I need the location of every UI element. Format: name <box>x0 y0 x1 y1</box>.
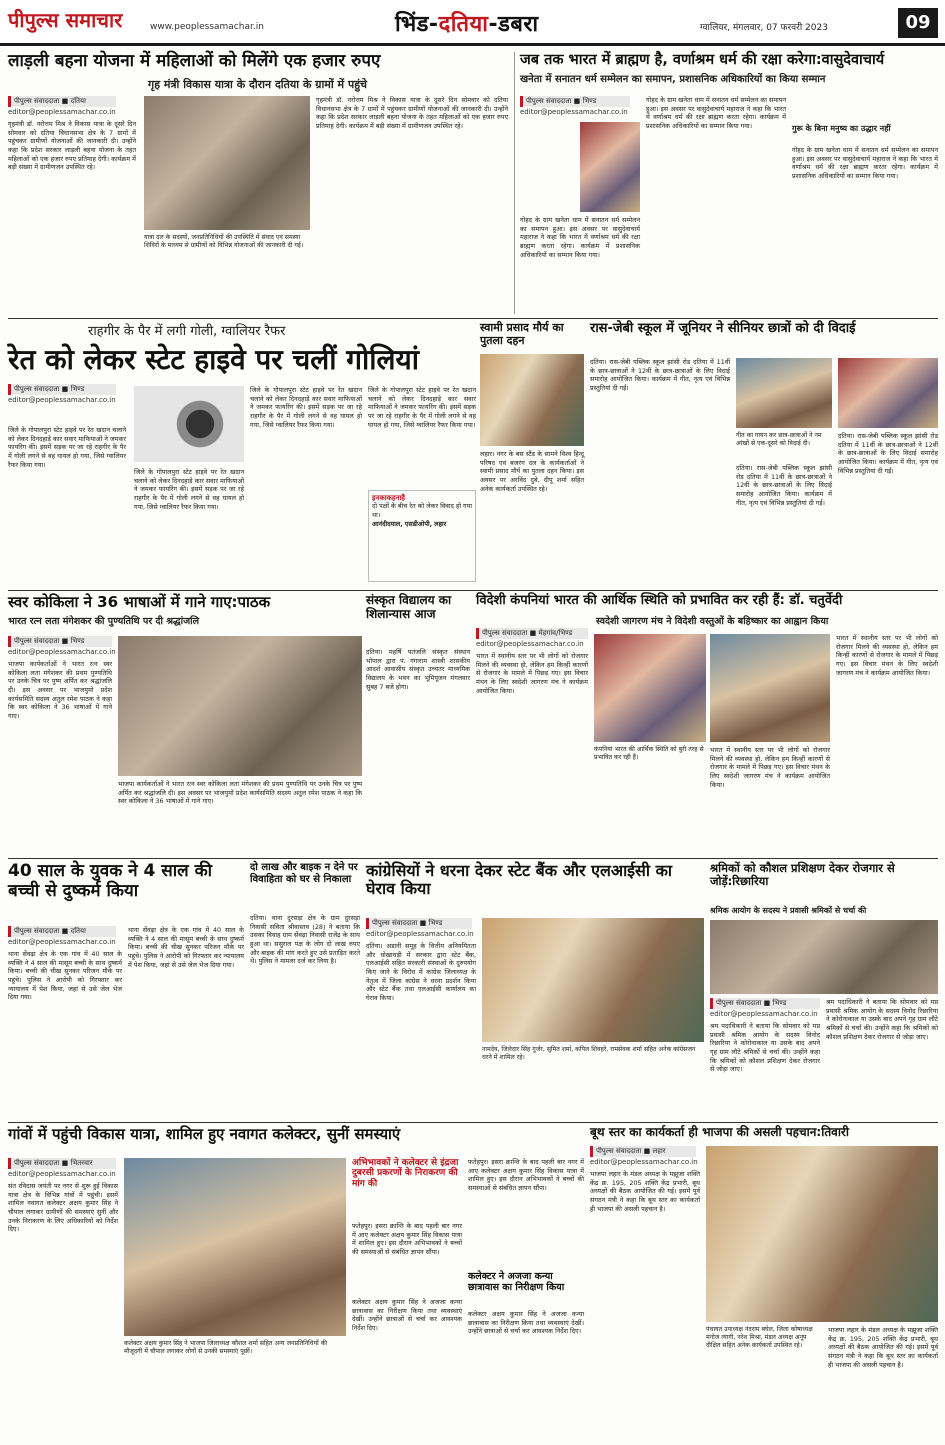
article-effigy <box>480 322 584 584</box>
body-text: जिले के गोपालपुरा स्टेट हाइवे पर रेत खदान चलाने को लेकर दिनदहाड़े कार सवार माफियाओं ने जमकर फायरिंग की। इसमें सड़क पर जा रहे राहगीर के पैर में गोली लगने से वह घायल हो गया, जिसे ग्वालियर रैफर किया गया। <box>8 426 126 469</box>
body-text-col2: भारत में स्थानीय स्तर पर भी लोगों को रोजगार मिलने की व्यवस्था हो, लेकिन हम किन्हीं कारणों से रोजगार के मामले में पिछड़ गए। इस विचार मंथन के लिए स्वदेशी जागरण मंच ने कार्यक्रम आयोजित किया। <box>710 746 830 789</box>
photo-farewell-2 <box>838 358 938 428</box>
body-text-col2: भाजपा कार्यकर्ताओं ने भारत रत्न स्वर कोकिला लता मंगेशकर की प्रथम पुण्यतिथि पर उनके चित्र पर पुष्प अर्पित कर श्रद्धांजलि दी। इस अवसर पर भाजयुमो प्रदेश कार्यसमिति सदस्य अतुल रमेश पाठक ने कहा कि स्वर कोकिला ने 36 भाषाओं में गाने गाए। <box>118 780 362 806</box>
page-number: 09 <box>898 8 938 38</box>
quote-box-text: दो पक्षों के बीच रेत को लेकर विवाद हो गया था। <box>372 502 472 520</box>
subheadline: श्रमिक आयोग के सदस्य ने प्रवासी श्रमिकों से चर्चा की <box>710 906 867 915</box>
subheadline: गृह मंत्री विकास यात्रा के दौरान दतिया के ग्रामों में पहुंचे <box>148 78 368 91</box>
body-text-col2: श्रम पदाधिकारी ने बताया कि सोमवार को मप्र प्रवासी श्रमिक आयोग के सदस्य विनोद रिछारिया ने कोरोनाकाल या उसके बाद अपने गृह ग्राम लौटे श्रमिकों से चर्चा की। उन्होंने कहा कि श्रमिकों को कौशल प्रशिक्षण देकर रोजगार से जोड़ा जाए। <box>826 998 938 1041</box>
article-farewell <box>590 322 938 584</box>
photo-bjp-meeting <box>706 1146 938 1322</box>
body-text: भाजपा लहार के मंडल अध्यक्ष के मझूजा शक्ति केंद्र क्र. 195, 205 शक्ति केंद्र प्रभारी, बूथ अध्यक्षों की बैठक आयोजित की गई। इसमें पूर्व संगठन मंत्री ने कहा कि बूथ स्तर का कार्यकर्ता ही भाजपा की असली पहचान है। <box>590 1170 700 1213</box>
quote-box-title: इनकाकहनाहै <box>372 494 406 502</box>
headline: स्वर कोकिला ने 36 भाषाओं में गाने गाए:पाठक <box>8 593 271 611</box>
article-lata-tribute <box>8 594 362 854</box>
body-text: गृहमंत्री डॉ. नरोत्तम मिश्र ने विकास यात्रा के दूसरे दिन सोमवार को दतिया विधानसभा क्षेत्र के 7 ग्रामों में पहुंचकर ग्रामीणों योजनाओं की जानकारी दी। उन्होंने कहा कि प्रदेश सरकार लाड़ली बहना योजना के तहत महिलाओं को एक हजार रुपए प्रतिमाह देगी। कार्यक्रम में बड़ी संख्या में ग्रामीणजन उपस्थित रहे। <box>8 120 136 172</box>
body-text: दतिया। अडानी समूह के वित्तीय अनियमितता और धोखाधड़ी में सरकार द्वारा स्टेट बैंक, एलआईसी सहित सरकारी संस्थाओं के दुरुपयोग किए जाने के विरोध में कांग्रेस जिलाध्यक्ष के नेतृत्व में जिला कांग्रेस ने धरना प्रदर्शन किया और स्टेट बैंक तथा एलआईसी कार्यालय का घेराव किया। <box>366 942 476 1002</box>
subheadline: स्वदेशी जागरण मंच ने विदेशी वस्तुओं के बहिष्कार का आह्वान किया <box>596 616 829 627</box>
subheadline: भारत रत्न लता मंगेशकर की पुण्यतिथि पर दी श्रद्धांजलि <box>8 616 200 627</box>
body-text: गोहद के ग्राम खनेता धाम में सनातन धर्म सम्मेलन का समापन हुआ। इस अवसर पर वासुदेवाचार्य महाराज ने कहा कि भारत में वर्णाश्रम धर्म की रक्षा ब्राह्मण करता रहेगा। कार्यक्रम में प्रशासनिक अधिकारियों का सम्मान किया गया। <box>520 216 640 259</box>
photo-farewell-1 <box>736 358 832 428</box>
headline: कलेक्टर ने अजजा कन्या छात्रावास का निरीक्षण किया <box>468 1271 565 1293</box>
article-hostel-inspection <box>352 1271 584 1438</box>
headline: दो लाख और बाइक न देने पर विवाहिता को घर से निकाला <box>250 862 358 885</box>
body-text-col2: कलेक्टर अक्षय कुमार सिंह ने अजजा कन्या छात्रावास का निरीक्षण किया तथा व्यवस्थाएं देखीं। उन्होंने छात्राओं से चर्चा कर आवश्यक निर्देश दिए। <box>468 1310 584 1336</box>
body-text: फतेहपुर। इसरा क्रान्ति के बाद पहली बार नगर में आए कलेक्टर अक्षय कुमार सिंह विकास यात्रा में शामिल हुए। इस दौरान अभिभावकों ने बच्चों की समस्याओं से संबंधित ज्ञापन सौंपा। <box>352 1222 462 1256</box>
dateline: ग्वालियर, मंगलवार, 07 फरवरी 2023 <box>700 23 828 33</box>
article-sand-firing <box>8 322 476 584</box>
article-dowry <box>250 862 360 1118</box>
body-text: कलेक्टर अक्षय कुमार सिंह ने अजजा कन्या छात्रावास का निरीक्षण किया तथा व्यवस्थाएं देखीं। उन्होंने छात्राओं से चर्चा कर आवश्यक निर्देश दिए। <box>352 1298 462 1332</box>
body-text: संत रविदास जयंती पर नगर से शुरू हुई विकास यात्रा क्षेत्र के विभिन्न गांवों में पहुंची। इसमें शामिल नवागत कलेक्टर अक्षय कुमार सिंह ने चौपाल लगाकर ग्रामीणों की समस्याएं सुनीं और उनके निराकरण के लिए अधिकारियों को निर्देश दिए। <box>8 1182 118 1234</box>
quote-box-name: आनंदीदयाल, एसडीओपी, लहार <box>372 519 447 528</box>
photo-shramik-meeting <box>710 920 938 994</box>
headline: गांवों में पहुंची विकास यात्रा, शामिल हुए नवागत कलेक्टर, सुनीं समस्याएं <box>8 1125 401 1143</box>
headline: अभिभावकों ने कलेक्टर से इंद्रजा दुबरसी प्रकरणों के निराकरण की मांग की <box>352 1158 459 1189</box>
gun-illustration <box>134 386 244 462</box>
email: editor@peoplessamachar.co.in <box>8 648 116 656</box>
headline: श्रमिकों को कौशल प्रशिक्षण देकर रोजगार से जोड़ें:रिछारिया <box>710 861 895 889</box>
email: editor@peoplessamachar.co.in <box>8 396 116 404</box>
kicker: राहगीर के पैर में लगी गोली, ग्वालियर रैफर <box>88 324 286 339</box>
article-congress-protest <box>366 862 704 1118</box>
body-text-col4: जिले के गोपालपुरा स्टेट हाइवे पर रेत खदान चलाने को लेकर दिनदहाड़े कार सवार माफियाओं ने जमकर फायरिंग की। इसमें सड़क पर जा रहे राहगीर के पैर में गोली लगने से वह घायल हो गया, जिसे ग्वालियर रैफर किया गया। <box>368 386 476 429</box>
headline: कांग्रेसियों ने धरना देकर स्टेट बैंक और एलआईसी का घेराव किया <box>366 861 673 899</box>
headline: विदेशी कंपनियां भारत की आर्थिक स्थिति को प्रभावित कर रही हैं: डॉ. चतुर्वेदी <box>476 593 843 608</box>
body-text-col2: थाना सेंवढ़ा क्षेत्र के एक गांव में 40 साल के व्यक्ति ने 4 साल की मासूम बच्ची के साथ दुष्कर्म किया। बच्ची की चीख सुनकर परिजन मौके पर पहुंचे। पुलिस ने आरोपी को गिरफ्तार कर न्यायालय में पेश किया, जहां से उसे जेल भेज दिया गया। <box>128 926 244 969</box>
email: editor@peoplessamachar.co.in <box>366 930 474 938</box>
quote-box <box>368 490 476 582</box>
body-text: लहार। नगर के बस स्टैंड के सामने विश्व हिन्दू परिषद एवं बजरंग दल के कार्यकर्ताओं ने स्वामी प्रसाद मौर्य का पुतला दहन किया। इस अवसर पर अरविंद दुबे, दीपू शर्मा सहित अनेक कार्यकर्ता उपस्थित रहे। <box>480 450 584 493</box>
body-text-col2: दतिया। रास-जेबी पब्लिक स्कूल झांसी रोड दतिया में 11वीं के छात्र-छात्राओं ने 12वीं के छात्र-छात्राओं के लिए विदाई समारोह आयोजित किया। कार्यक्रम में गीत, नृत्य एवं विभिन्न प्रस्तुतियां दी गईं। <box>736 464 832 507</box>
photo-tribute <box>118 636 362 776</box>
body-text: दतिया। थाना दुरसड़ा क्षेत्र के ग्राम दुरसड़ा निवासी सविता श्रीवास्तव (28) ने बताया कि उसका विवाह ग्राम सेंवढ़ा निवासी राजेंद्र के साथ हुआ था। ससुराल पक्ष के लोग दो लाख रुपए और बाइक की मांग करते हुए उसे प्रताड़ित करते थे। पुलिस ने मामला दर्ज कर लिया है। <box>250 914 360 966</box>
photo-vasudevacharya <box>580 122 640 212</box>
byline: पीपुल्स संवाददाता ■ मेहगांव/भिण्ड <box>476 628 588 639</box>
byline: पीपुल्स संवाददाता ■ दतिया <box>8 926 116 937</box>
newspaper-logo: पीपुल्स समाचार <box>8 8 123 32</box>
section-title: भिंड-दतिया-डबरा <box>395 12 539 37</box>
email: editor@peoplessamachar.co.in <box>8 108 116 116</box>
body-text-col2: गोहद के ग्राम खनेता धाम में सनातन धर्म सम्मेलन का समापन हुआ। इस अवसर पर वासुदेवाचार्य महाराज ने कहा कि भारत में वर्णाश्रम धर्म की रक्षा ब्राह्मण करता रहेगा। कार्यक्रम में प्रशासनिक अधिकारियों का सम्मान किया गया। <box>646 96 786 130</box>
article-ladli-behna <box>8 52 510 314</box>
body-text: भाजपा कार्यकर्ताओं ने भारत रत्न स्वर कोकिला लता मंगेशकर की प्रथम पुण्यतिथि पर उनके चित्र पर पुष्प अर्पित कर श्रद्धांजलि दी। इस अवसर पर भाजयुमो प्रदेश कार्यसमिति सदस्य अतुल रमेश पाठक ने कहा कि स्वर कोकिला ने 36 भाषाओं में गाने गाए। <box>8 660 112 720</box>
article-foreign-companies <box>476 594 938 854</box>
article-shramik <box>710 862 938 1118</box>
article-vasudevacharya <box>520 52 938 314</box>
byline: पीपुल्स संवाददाता ■ भिण्ड <box>710 998 820 1009</box>
website-url[interactable]: www.peoplessamachar.in <box>150 22 264 32</box>
photo-minister-village <box>144 96 310 230</box>
body-text-col3: भारत में स्थानीय स्तर पर भी लोगों को रोजगार मिलने की व्यवस्था हो, लेकिन हम किन्हीं कारणों से रोजगार के मामले में पिछड़ गए। इस विचार मंथन के लिए स्वदेशी जागरण मंच ने कार्यक्रम आयोजित किया। <box>836 634 938 677</box>
body-text-col3: दतिया। रास-जेबी पब्लिक स्कूल झांसी रोड दतिया में 11वीं के छात्र-छात्राओं ने 12वीं के छात्र-छात्राओं के लिए विदाई समारोह आयोजित किया। कार्यक्रम में गीत, नृत्य एवं विभिन्न प्रस्तुतियां दी गईं। <box>838 432 938 475</box>
body-text-col2: भाजपा लहार के मंडल अध्यक्ष के मझूजा शक्ति केंद्र क्र. 195, 205 शक्ति केंद्र प्रभारी, बूथ अध्यक्षों की बैठक आयोजित की गई। इसमें पूर्व संगठन मंत्री ने कहा कि बूथ स्तर का कार्यकर्ता ही भाजपा की असली पहचान है। <box>828 1326 938 1369</box>
byline: पीपुल्स संवाददाता ■ लहार <box>590 1146 696 1157</box>
headline: बूथ स्तर का कार्यकर्ता ही भाजपा की असली पहचान:तिवारी <box>590 1125 849 1139</box>
body-text-col2: जिले के गोपालपुरा स्टेट हाइवे पर रेत खदान चलाने को लेकर दिनदहाड़े कार सवार माफियाओं ने जमकर फायरिंग की। इसमें सड़क पर जा रहे राहगीर के पैर में गोली लगने से वह घायल हो गया, जिसे ग्वालियर रैफर किया गया। <box>134 468 244 511</box>
headline: लाड़ली बहना योजना में महिलाओं को मिलेंगे एक हजार रुपए <box>8 51 381 71</box>
photo-caption: नामदेव, जिलेदार सिंह गुर्जर, सुमित शर्मा, कपिल शिवहरे, रामसेवक शर्मा सहित अनेक कांग्रेसजन धरने में शामिल रहे। <box>482 1046 696 1062</box>
email: editor@peoplessamachar.co.in <box>8 938 116 946</box>
body-text: दतिया। महर्षि पतंजलि संस्कृत संस्थान भोपाल द्वारा पं. गंगाराम शास्त्री शासकीय आदर्श आवासीय संस्कृत उच्चतर माध्यमिक विद्यालय के भवन का भूमिपूजन मंगलवार सुबह 7 बजे होगा। <box>366 648 470 691</box>
email: editor@peoplessamachar.co.in <box>476 640 584 648</box>
byline: पीपुल्स संवाददाता ■ भिण्ड <box>8 384 116 395</box>
body-text-col3: जिले के गोपालपुरा स्टेट हाइवे पर रेत खदान चलाने को लेकर दिनदहाड़े कार सवार माफियाओं ने जमकर फायरिंग की। इसमें सड़क पर जा रहे राहगीर के पैर में गोली लगने से वह घायल हो गया, जिसे ग्वालियर रैफर किया गया। <box>250 386 362 429</box>
byline: पीपुल्स संवाददाता ■ भिण्ड <box>8 636 112 647</box>
byline: पीपुल्स संवाददाता ■ भिण्ड <box>366 918 472 929</box>
body-text: दतिया। रास-जेबी पब्लिक स्कूल झांसी रोड दतिया में 11वीं के छात्र-छात्राओं ने 12वीं के छात्र-छात्राओं के लिए विदाई समारोह आयोजित किया। कार्यक्रम में गीत, नृत्य एवं विभिन्न प्रस्तुतियां दी गईं। <box>590 358 730 392</box>
photo-caption: यात्रा दल के सदस्यों, जनप्रतिनिधियों की उपस्थिति में संवाद एवं समस्या शिविरों के माध्यम से ग्रामीणों को विभिन्न योजनाओं की जानकारी दी गई। <box>144 234 304 250</box>
headline: संस्कृत विद्यालय का शिलान्यास आज <box>366 593 452 621</box>
email: editor@peoplessamachar.co.in <box>520 108 628 116</box>
byline: पीपुल्स संवाददाता ■ भिण्ड <box>520 96 630 107</box>
photo-protest <box>482 918 704 1042</box>
body-text: श्रम पदाधिकारी ने बताया कि सोमवार को मप्र प्रवासी श्रमिक आयोग के सदस्य विनोद रिछारिया ने कोरोनाकाल या उसके बाद अपने गृह ग्राम लौटे श्रमिकों से चर्चा की। उन्होंने कहा कि श्रमिकों को कौशल प्रशिक्षण देकर रोजगार से जोड़ा जाए। <box>710 1022 820 1074</box>
subheadline: खनेता में सनातन धर्म सम्मेलन का समापन, प्रशासनिक अधिकारियों का किया सम्मान <box>520 74 826 85</box>
body-text-col3: गोहद के ग्राम खनेता धाम में सनातन धर्म सम्मेलन का समापन हुआ। इस अवसर पर वासुदेवाचार्य महाराज ने कहा कि भारत में वर्णाश्रम धर्म की रक्षा ब्राह्मण करता रहेगा। कार्यक्रम में प्रशासनिक अधिकारियों का सम्मान किया गया। <box>792 146 938 180</box>
headline: 40 साल के युवक ने 4 साल की बच्ची से दुष्कर्म किया <box>8 861 213 901</box>
byline: पीपुल्स संवाददाता ■ भितरवार <box>8 1158 116 1169</box>
masthead <box>0 0 945 46</box>
article-booth-worker <box>590 1126 938 1438</box>
photo-effigy <box>480 354 584 446</box>
body-text: थाना सेंवढ़ा क्षेत्र के एक गांव में 40 साल के व्यक्ति ने 4 साल की मासूम बच्ची के साथ दुष्कर्म किया। बच्ची की चीख सुनकर परिजन मौके पर पहुंचे। पुलिस ने आरोपी को गिरफ्तार कर न्यायालय में पेश किया, जहां से उसे जेल भेज दिया गया। <box>8 950 122 1002</box>
photo-swadeshi-2 <box>710 634 830 742</box>
photo-swadeshi-1 <box>594 634 706 742</box>
photo-collector-chaupal <box>124 1158 346 1336</box>
email: editor@peoplessamachar.co.in <box>590 1158 698 1166</box>
body-text: भारत में स्थानीय स्तर पर भी लोगों को रोजगार मिलने की व्यवस्था हो, लेकिन हम किन्हीं कारणों से रोजगार के मामले में पिछड़ गए। इस विचार मंथन के लिए स्वदेशी जागरण मंच ने कार्यक्रम आयोजित किया। <box>476 652 588 695</box>
article-sanskrit-school <box>366 594 470 854</box>
photo-caption: पंचायत उपाध्यक्ष नंदराम बघेल, जिला कोषाध्यक्ष मनोज त्यागी, नरेश मिश्रा, मंडल अध्यक्ष अनूप दीक्षित सहित अनेक कार्यकर्ता उपस्थित रहे। <box>706 1326 813 1350</box>
body-text-col2: गृहमंत्री डॉ. नरोत्तम मिश्र ने विकास यात्रा के दूसरे दिन सोमवार को दतिया विधानसभा क्षेत्र के 7 ग्रामों में पहुंचकर ग्रामीणों योजनाओं की जानकारी दी। उन्होंने कहा कि प्रदेश सरकार लाड़ली बहना योजना के तहत महिलाओं को एक हजार रुपए प्रतिमाह देगी। कार्यक्रम में बड़ी संख्या में ग्रामीणजन उपस्थित रहे। <box>316 96 508 130</box>
byline: पीपुल्स संवाददाता ■ दतिया <box>8 96 116 107</box>
headline: जब तक भारत में ब्राह्मण है, वर्णाश्रम धर्म की रक्षा करेगा:वासुदेवाचार्य <box>520 52 885 68</box>
photo-caption: कंपनियां भारत की आर्थिक स्थिति को बुरी तरह से प्रभावित कर रही हैं। <box>594 746 704 762</box>
body-text-col2: फतेहपुर। इसरा क्रान्ति के बाद पहली बार नगर में आए कलेक्टर अक्षय कुमार सिंह विकास यात्रा में शामिल हुए। इस दौरान अभिभावकों ने बच्चों की समस्याओं से संबंधित ज्ञापन सौंपा। <box>468 1158 584 1192</box>
article-crime <box>8 862 244 1118</box>
email: editor@peoplessamachar.co.in <box>8 1170 116 1178</box>
headline: रेत को लेकर स्टेट हाइवे पर चलीं गोलियां <box>8 343 420 376</box>
sidehead: गुरू के बिना मनुष्य का उद्धार नहीं <box>792 124 891 133</box>
email: editor@peoplessamachar.co.in <box>710 1010 818 1018</box>
headline: रास-जेबी स्कूल में जूनियर ने सीनियर छात्रों को दी विदाई <box>590 321 856 336</box>
headline: स्वामी प्रसाद मौर्य का पुतला दहन <box>480 321 564 347</box>
photo-caption: गीत का गायन कर छात्र-छात्राओं ने नम आंखों से एक-दूसरे को विदाई दी। <box>736 432 822 448</box>
photo-caption: कलेक्टर अक्षय कुमार सिंह ने भाजपा जिलाध्यक्ष कौशल शर्मा सहित अन्य जनप्रतिनिधियों की मौजूदगी में चौपाल लगाकर लोगों से उनकी समस्याएं पूछीं। <box>124 1340 328 1356</box>
